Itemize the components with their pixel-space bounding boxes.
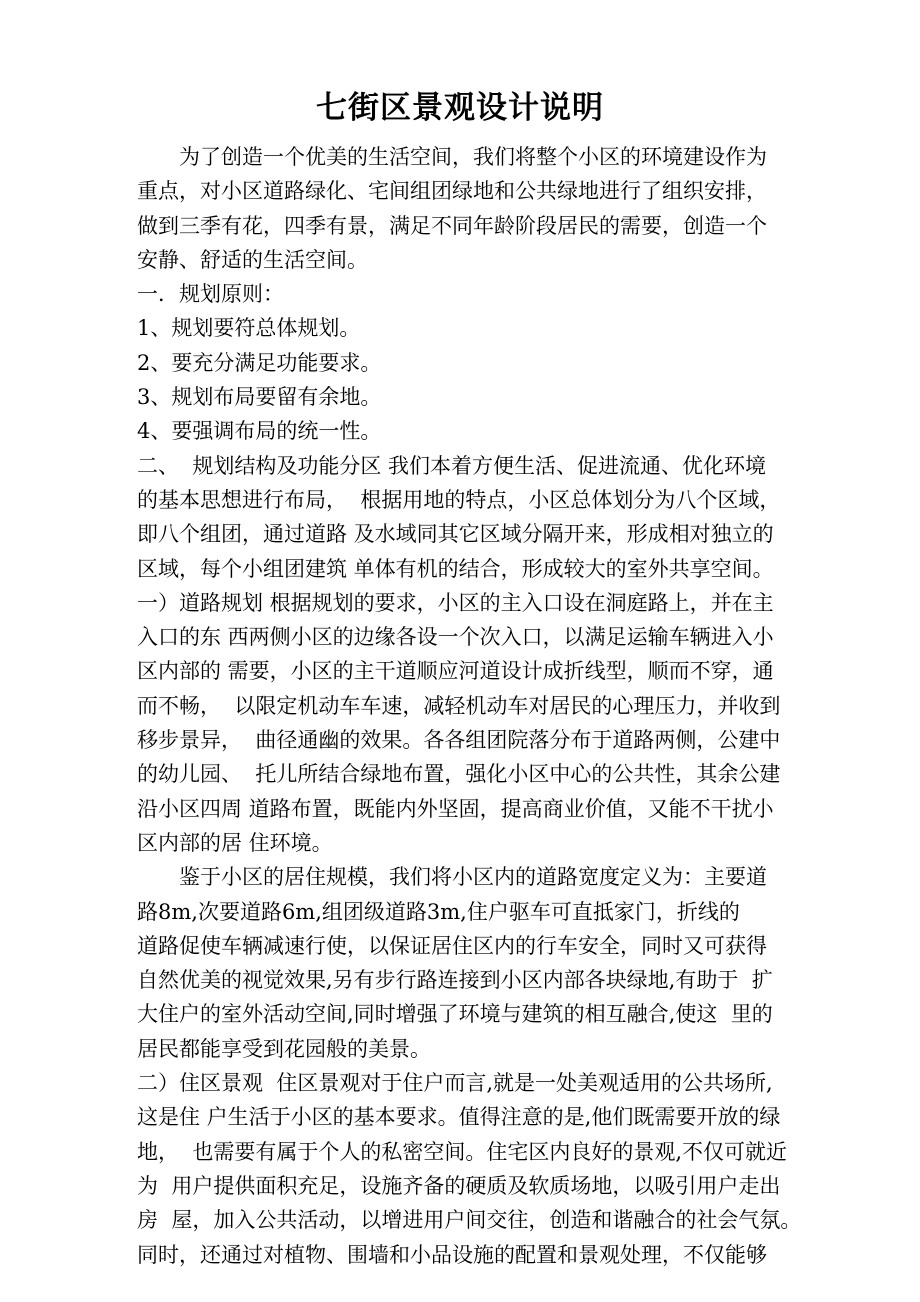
paragraph-line: 居民都能享受到花园般的美景。 [137,1036,431,1061]
paragraph-line: 沿小区四周 道路布置，既能内外坚固，提高商业价值，又能不干扰小 [137,796,774,821]
subsection-heading-line: 一）道路规划 根据规划的要求，小区的主入口设在洞庭路上，并在主 [137,590,774,615]
section-heading: 一．规划原则： [137,282,284,307]
paragraph-line: 的幼儿园、 托儿所结合绿地布置，强化小区中心的公共性，其余公建 [137,762,781,787]
paragraph-line: 自然优美的视觉效果,另有步行路连接到小区内部各块绿地,有助于 扩 [137,968,773,993]
paragraph-line: 做到三季有花，四季有景，满足不同年龄阶段居民的需要，创造一个 [137,213,767,238]
paragraph-line: 道路促使车辆减速行使，以保证居住区内的行车安全，同时又可获得 [137,933,767,958]
paragraph-line: 区域，每个小组团建筑 单体有机的结合，形成较大的室外共享空间。 [137,556,774,581]
paragraph-line: 重点，对小区道路绿化、宅间组团绿地和公共绿地进行了组织安排， [137,179,767,204]
paragraph-line: 房 屋，加入公共活动，以增进用户间交往，创造和谐融合的社会气氛。 [137,1208,802,1233]
paragraph-line: 而不畅， 以限定机动车车速，减轻机动车对居民的心理压力，并收到 [137,693,781,718]
list-item: 4、要强调布局的统一性。 [137,419,382,444]
paragraph-line: 入口的东 西两侧小区的边缘各设一个次入口，以满足运输车辆进入小 [137,625,774,650]
paragraph-line: 移步景异， 曲径通幽的效果。各各组团院落分布于道路两侧，公建中 [137,728,781,753]
list-item: 1、规划要符总体规划。 [137,316,361,341]
paragraph-line: 为了创造一个优美的生活空间，我们将整个小区的环境建设作为 [179,145,767,169]
paragraph-line: 区内部的 需要，小区的主干道顺应河道设计成折线型，顺而不穿，通 [137,659,774,684]
list-item: 3、规划布局要留有余地。 [137,385,382,410]
paragraph-line: 鉴于小区的居住规模，我们将小区内的道路宽度定义为：主要道 [179,865,767,890]
list-item: 2、要充分满足功能要求。 [137,350,382,375]
document-title: 七街区景观设计说明 [316,90,604,126]
paragraph-line: 地， 也需要有属于个人的私密空间。住宅区内良好的景观,不仅可就近 [137,1139,788,1164]
paragraph-line: 即八个组团，通过道路 及水域同其它区域分隔开来，形成相对独立的 [137,522,774,547]
paragraph-line: 区内部的居 住环境。 [137,830,333,855]
paragraph-line: 大住户的室外活动空间,同时增强了环境与建筑的相互融合,使这 里的 [137,1002,773,1027]
subsection-heading-line: 二）住区景观 住区景观对于住户而言,就是一处美观适用的公共场所, [137,1071,773,1096]
section-heading-line: 二、 规划结构及功能分区 我们本着方便生活、促进流通、优化环境 [137,453,767,478]
document-body [137,140,827,1272]
paragraph-line: 安静、舒适的生活空间。 [137,247,368,272]
paragraph-line: 这是住 户生活于小区的基本要求。值得注意的是,他们既需要开放的绿 [137,1105,781,1130]
paragraph-line: 为 用户提供面积充足，设施齐备的硬质及软质场地，以吸引用户走出 [137,1173,781,1198]
paragraph-line: 路8m,次要道路6m,组团级道路3m,住户驱车可直抵家门，折线的 [137,899,740,924]
paragraph-line: 的基本思想进行布局， 根据用地的特点，小区总体划分为八个区域， [137,487,781,512]
paragraph-line: 同时，还通过对植物、围墙和小品设施的配置和景观处理，不仅能够 [137,1242,767,1267]
